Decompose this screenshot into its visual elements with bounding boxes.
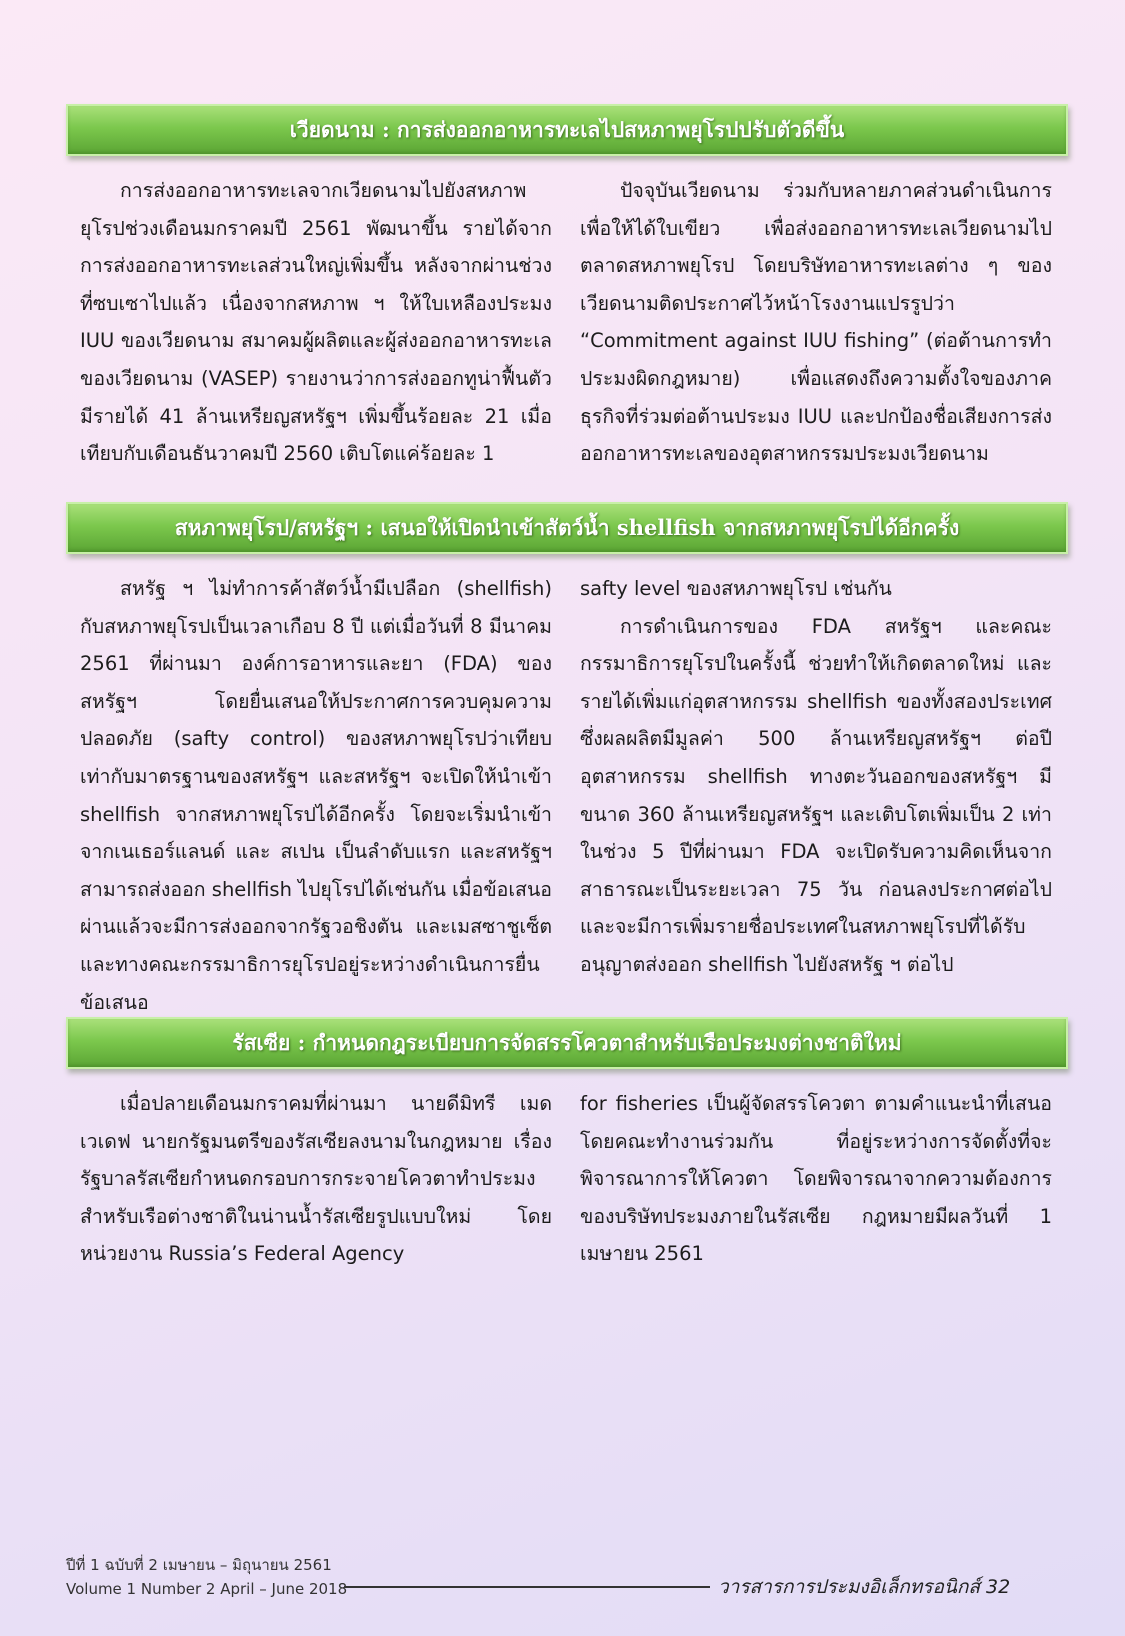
section-header-vietnam — [66, 104, 1068, 156]
section-eu-us-right-column — [580, 570, 1052, 984]
paragraph-continued: for fisheries เป็นผู้จัดสรรโควตา ตามคำแนะนำที่เสนอโดยคณะทำงานร่วมกัน ที่อยู่ระหว่างการจัดตั้งที่จะพิจารณาการให้โควตา โดยพิจารณาจากความต้องการของบริษัทประมงภายในรัสเซีย กฎหมายมีผลวันที่ 1 เมษายน 2561 — [580, 1092, 1052, 1266]
section-header-russia — [66, 1017, 1068, 1069]
paragraph: ปัจจุบันเวียดนาม ร่วมกับหลายภาคส่วนดำเนินการเพื่อให้ได้ใบเขียว เพื่อส่งออกอาหารทะเลเวียดนามไปตลาดสหภาพยุโรป โดยบริษัทอาหารทะเลต่าง ๆ ของเวียดนามติดประกาศไว้หน้าโรงงานแปรรูปว่า “Commitment against IUU fishing” (ต่อต้านการทำประมงผิดกฎหมาย) เพื่อแสดงถึงความตั้งใจของภาคธุรกิจที่ร่วมต่อต้านประมง IUU และปกป้องชื่อเสียงการส่งออกอาหารทะเลของอุตสาหกรรมประมงเวียดนาม — [580, 179, 1052, 466]
paragraph: การส่งออกอาหารทะเลจากเวียดนามไปยังสหภาพยุโรปช่วงเดือนมกราคมปี 2561 พัฒนาขึ้น รายได้จากการส่งออกอาหารทะเลส่วนใหญ่เพิ่มขึ้น หลังจากผ่านช่วงที่ซบเซาไปแล้ว เนื่องจากสหภาพ ฯ ให้ใบเหลืองประมง IUU ของเวียดนาม สมาคมผู้ผลิตและผู้ส่งออกอาหารทะเลของเวียดนาม (VASEP) รายงานว่าการส่งออกทูน่าฟื้นตัวมีรายได้ 41 ล้านเหรียญสหรัฐฯ เพิ่มขึ้นร้อยละ 21 เมื่อเทียบกับเดือนธันวาคมปี 2560 เติบโตแค่ร้อยละ 1 — [80, 179, 552, 466]
footer-divider — [344, 1586, 710, 1588]
section-russia-right-column — [580, 1085, 1052, 1273]
page-number: 32 — [986, 1576, 1011, 1598]
paragraph: การดำเนินการของ FDA สหรัฐฯ และคณะกรรมาธิการยุโรปในครั้งนี้ ช่วยทำให้เกิดตลาดใหม่ และรายได้เพิ่มแก่อุตสาหกรรม shellfish ของทั้งสองประเทศ ซึ่งผลผลิตมีมูลค่า 500 ล้านเหรียญสหรัฐฯ ต่อปี อุตสาหกรรม shellfish ทางตะวันออกของสหรัฐฯ มีขนาด 360 ล้านเหรียญสหรัฐฯ และเติบโตเพิ่มเป็น 2 เท่าในช่วง 5 ปีที่ผ่านมา FDA จะเปิดรับความคิดเห็นจากสาธารณะเป็นระยะเวลา 75 วัน ก่อนลงประกาศต่อไป และจะมีการเพิ่มรายชื่อประเทศในสหภาพยุโรปที่ได้รับอนุญาตส่งออก shellfish ไปยังสหรัฐ ฯ ต่อไป — [580, 614, 1052, 976]
section-title: สหภาพยุโรป/สหรัฐฯ : เสนอให้เปิดนำเข้าสัตว์น้ำ shellfish จากสหภาพยุโรปได้อีกครั้ง — [174, 514, 960, 540]
section-vietnam-left-column — [80, 172, 552, 473]
paragraph: สหรัฐ ฯ ไม่ทำการค้าสัตว์น้ำมีเปลือก (shellfish) กับสหภาพยุโรปเป็นเวลาเกือบ 8 ปี แต่เมื่อวันที่ 8 มีนาคม 2561 ที่ผ่านมา องค์การอาหารและยา (FDA) ของสหรัฐฯ โดยยื่นเสนอให้ประกาศการควบคุมความปลอดภัย (safty control) ของสหภาพยุโรปว่าเทียบเท่ากับมาตรฐานของสหรัฐฯ และสหรัฐฯ จะเปิดให้นำเข้า shellfish จากสหภาพยุโรปได้อีกครั้ง โดยจะเริ่มนำเข้าจากเนเธอร์แลนด์ และ สเปน เป็นลำดับแรก และสหรัฐฯ สามารถส่งออก shellfish ไปยุโรปได้เช่นกัน เมื่อข้อเสนอผ่านแล้วจะมีการส่งออกจากรัฐวอชิงตัน และเมสซาชูเซ็ต และทางคณะกรรมาธิการยุโรปอยู่ระหว่างดำเนินการยื่นข้อเสนอ — [80, 577, 552, 1014]
footer-issue-info — [66, 1553, 347, 1601]
journal-name: วารสารการประมงอิเล็กทรอนิกส์ — [718, 1576, 980, 1598]
section-vietnam-right-column — [580, 172, 1052, 473]
section-eu-us-left-column — [80, 570, 552, 1021]
section-title: เวียดนาม : การส่งออกอาหารทะเลไปสหภาพยุโรปปรับตัวดีขึ้น — [289, 116, 845, 142]
paragraph-continued: safty level ของสหภาพยุโรป เช่นกัน — [580, 577, 892, 600]
section-header-eu-us — [66, 502, 1068, 554]
footer-issue-thai: ปีที่ 1 ฉบับที่ 2 เมษายน – มิถุนายน 2561 — [66, 1556, 332, 1574]
section-title: รัสเซีย : กำหนดกฎระเบียบการจัดสรรโควตาสำหรับเรือประมงต่างชาติใหม่ — [232, 1029, 902, 1055]
footer-issue-english: Volume 1 Number 2 April – June 2018 — [66, 1580, 348, 1598]
footer-journal — [718, 1572, 1010, 1602]
paragraph: เมื่อปลายเดือนมกราคมที่ผ่านมา นายดีมิทรี เมดเวเดฟ นายกรัฐมนตรีของรัสเซียลงนามในกฎหมาย เรื่อง รัฐบาลรัสเซียกำหนดกรอบการกระจายโควตาทำประมงสำหรับเรือต่างชาติในน่านน้ำรัสเซียรูปแบบใหม่ โดยหน่วยงาน Russia’s Federal Agency — [80, 1092, 552, 1266]
section-russia-left-column — [80, 1085, 552, 1273]
